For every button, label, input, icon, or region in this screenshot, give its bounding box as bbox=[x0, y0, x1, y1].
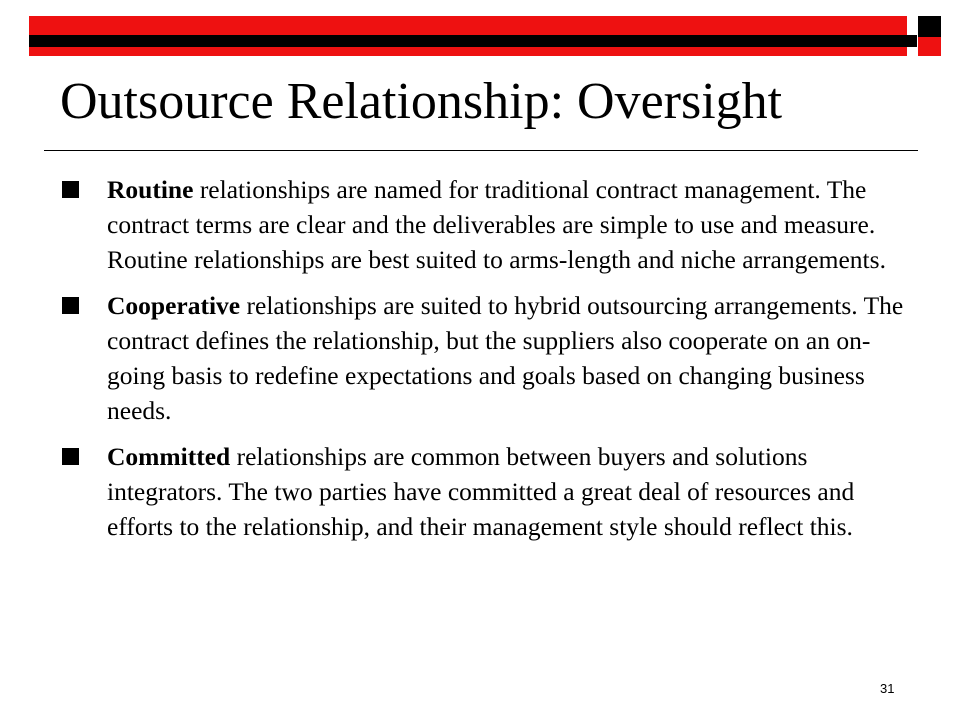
bullet-item-routine bbox=[62, 172, 912, 277]
bullet-text: relationships are common between buyers and solutions integrators. The two parties have committed a great deal of resources and efforts to the relationship, and their management style should reflect this. bbox=[107, 442, 855, 541]
bullet-term: Routine bbox=[107, 175, 194, 204]
bullet-term: Cooperative bbox=[107, 291, 241, 320]
header-corner-square-red bbox=[918, 37, 941, 56]
square-bullet-icon bbox=[62, 181, 79, 198]
header-black-strip bbox=[29, 35, 917, 47]
bullet-list bbox=[62, 172, 912, 555]
bullet-item-cooperative bbox=[62, 288, 912, 428]
square-bullet-icon bbox=[62, 448, 79, 465]
square-bullet-icon bbox=[62, 297, 79, 314]
bullet-text: relationships are named for traditional contract management. The contract terms are clear and the deliverables are simple to use and measure. Routine relationships are best suited to arms-length and niche arrangements. bbox=[107, 175, 886, 274]
title-divider bbox=[44, 150, 918, 151]
bullet-item-committed bbox=[62, 439, 912, 544]
bullet-term: Committed bbox=[107, 442, 231, 471]
slide-number: 31 bbox=[880, 681, 895, 696]
slide-title: Outsource Relationship: Oversight bbox=[60, 73, 783, 130]
bullet-text: relationships are suited to hybrid outsourcing arrangements. The contract defines the relationship, but the suppliers also cooperate on an on-going basis to redefine expectations and goals based on changing business needs. bbox=[107, 291, 904, 425]
